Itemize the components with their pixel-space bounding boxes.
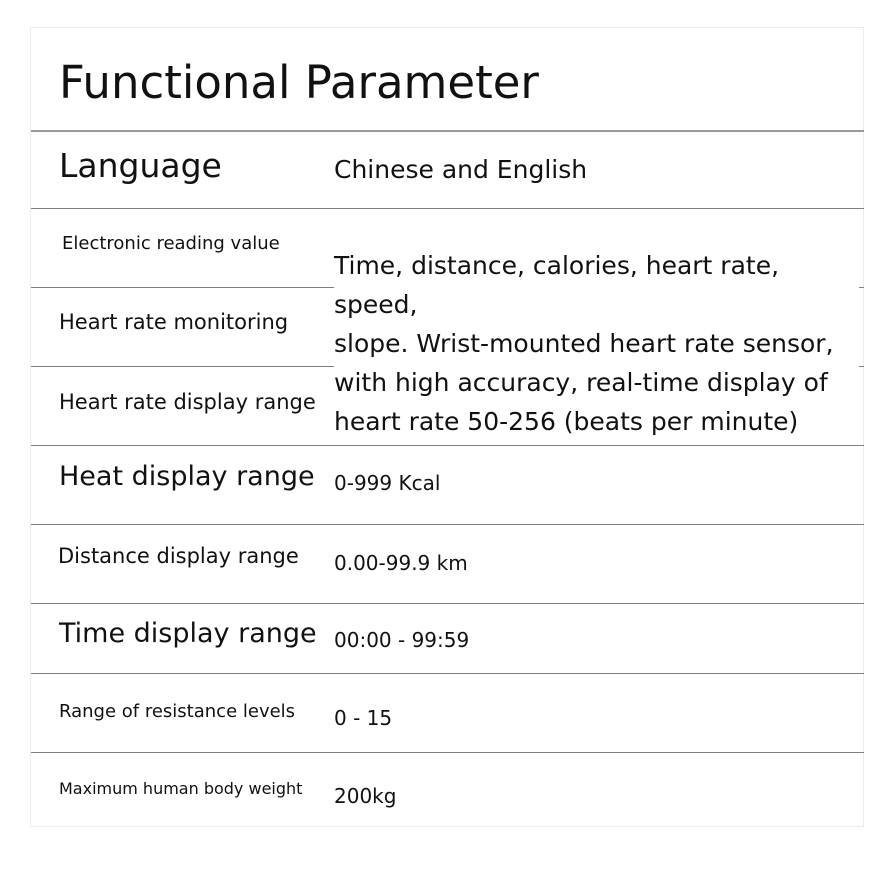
- divider: [31, 524, 864, 525]
- row-label-heat-range: Heat display range: [59, 461, 315, 492]
- row-value-heat-range: 0-999 Kcal: [334, 471, 441, 495]
- row-label-time-range: Time display range: [59, 618, 317, 649]
- merged-value-description: Time, distance, calories, heart rate, speed, slope. Wrist-mounted heart rate sensor, with high accuracy, real-time display of heart rate 50-256 (beats per minute): [334, 246, 859, 441]
- divider: [31, 445, 864, 446]
- row-label-heart-rate-display: Heart rate display range: [59, 390, 316, 414]
- row-label-heart-rate-monitoring: Heart rate monitoring: [59, 310, 289, 334]
- divider: [31, 603, 864, 604]
- page-title: Functional Parameter: [59, 56, 539, 109]
- row-value-resistance-levels: 0 - 15: [334, 706, 393, 730]
- row-label-max-body-weight: Maximum human body weight: [59, 779, 303, 798]
- row-label-language: Language: [59, 146, 222, 185]
- row-value-language: Chinese and English: [334, 155, 588, 184]
- row-value-max-body-weight: 200kg: [334, 784, 397, 808]
- row-label-resistance-levels: Range of resistance levels: [59, 701, 296, 722]
- row-label-distance-range: Distance display range: [58, 544, 299, 568]
- divider: [31, 130, 864, 132]
- row-label-electronic-reading: Electronic reading value: [62, 233, 280, 254]
- parameter-card: [30, 27, 864, 827]
- row-value-distance-range: 0.00-99.9 km: [334, 551, 468, 575]
- divider: [31, 752, 864, 753]
- divider: [31, 673, 864, 674]
- divider: [31, 208, 864, 209]
- row-value-time-range: 00:00 - 99:59: [334, 628, 470, 652]
